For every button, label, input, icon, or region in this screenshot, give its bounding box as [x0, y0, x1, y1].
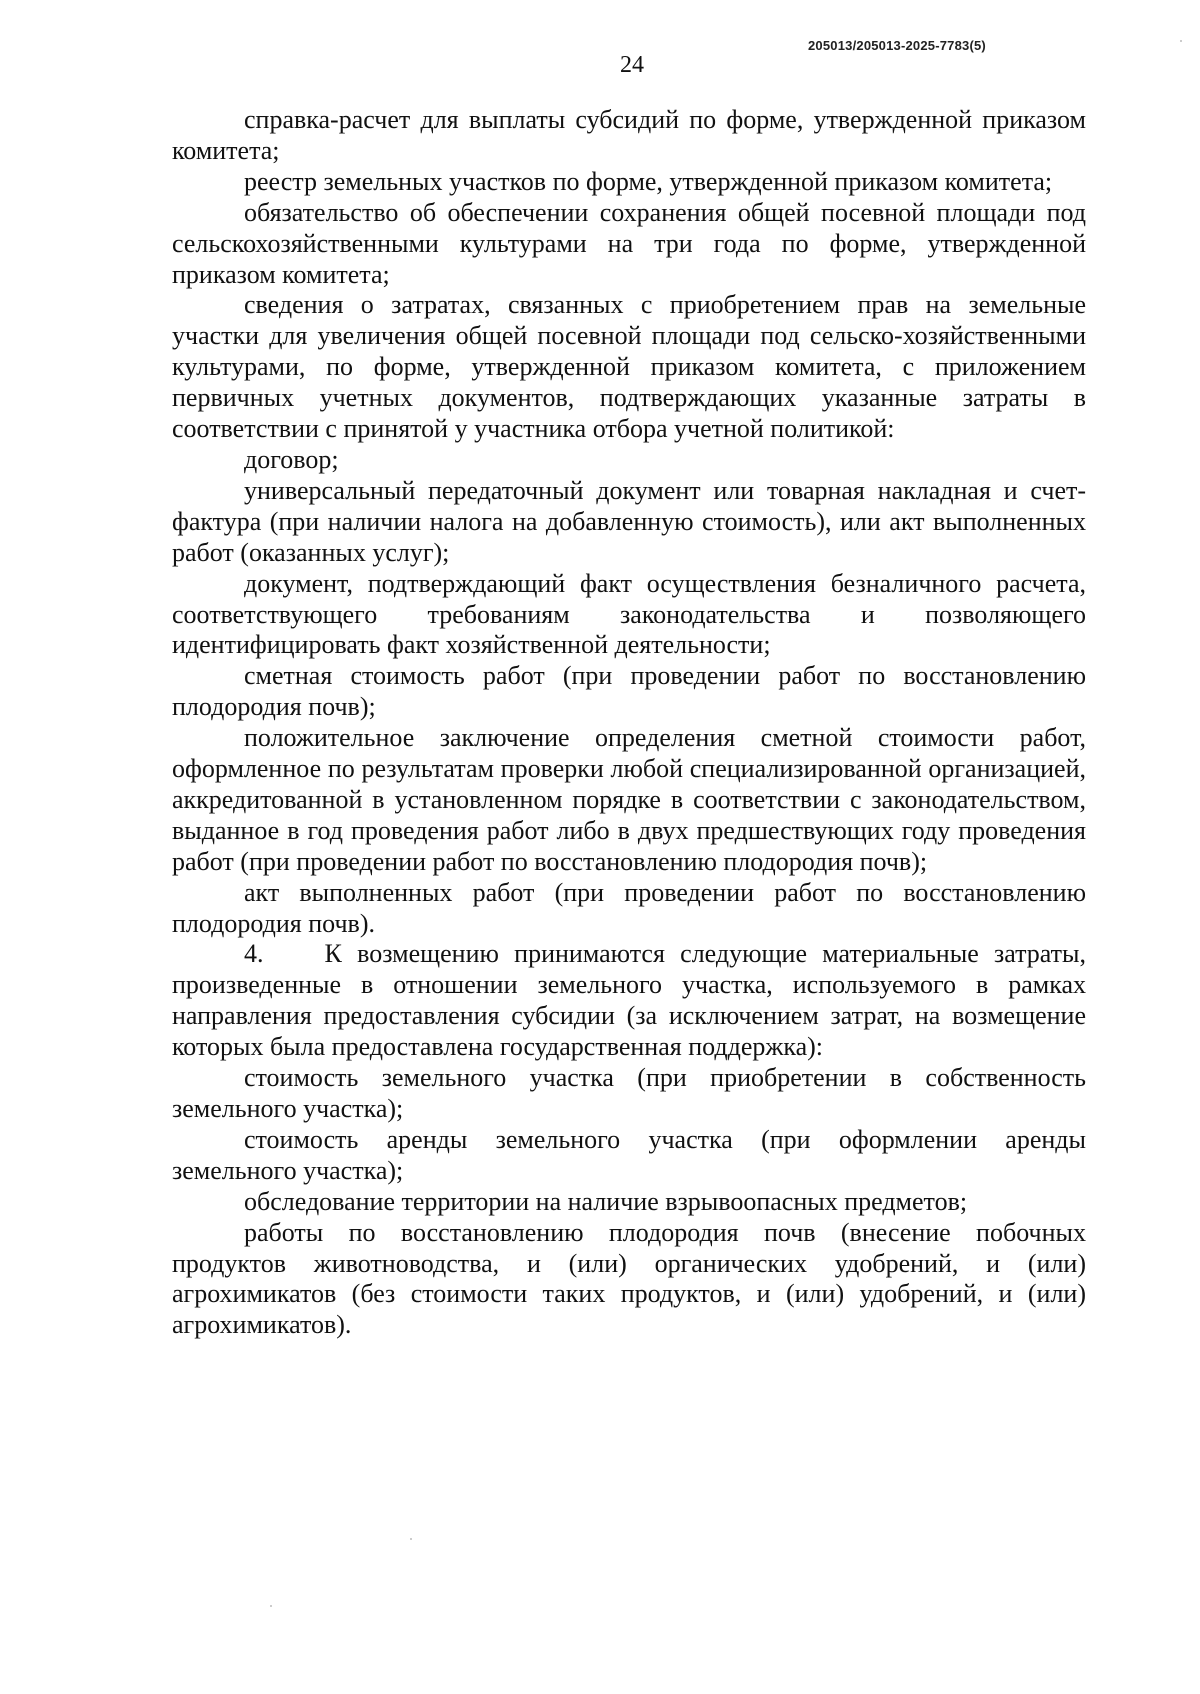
paragraph: стоимость аренды земельного участка (при оформлении аренды земельного участка); [172, 1124, 1086, 1185]
paragraph: договор; [244, 444, 339, 474]
paragraph: акт выполненных работ (при проведении работ по восстановлению плодородия почв). [172, 877, 1086, 938]
paragraph: справка-расчет для выплаты субсидий по форме, утвержденной приказом комитета; [172, 105, 1086, 165]
scan-speck [1180, 40, 1182, 42]
scan-speck [270, 1605, 272, 1607]
paragraph: обследование территории на наличие взрывоопасных предметов; [244, 1186, 968, 1216]
page-number: 24 [620, 52, 644, 78]
document-id: 205013/205013-2025-7783(5) [808, 38, 986, 53]
paragraph: реестр земельных участков по форме, утвержденной приказом комитета; [244, 166, 1053, 196]
paragraph: универсальный передаточный документ или товарная накладная и счет-фактура (при наличии налога на добавленную стоимость), или акт выполненных работ (оказанных услуг); [172, 475, 1086, 567]
paragraph: обязательство об обеспечении сохранения общей посевной площади под сельскохозяйственными культурами на три года по форме, утвержденной приказом комитета; [172, 197, 1086, 289]
paragraph: документ, подтверждающий факт осуществления безналичного расчета, соответствующего требованиям законодательства и позволяющего идентифицировать факт хозяйственной деятельности; [172, 568, 1086, 660]
document-body [172, 105, 1086, 1341]
paragraph: положительное заключение определения сметной стоимости работ, оформленное по результатам проверки любой специализированной организацией, аккредитованной в установленном порядке в соответствии с законодательством, выданное в год проведения работ либо в двух предшествующих году проведения работ (при проведении работ по восстановлению плодородия почв); [172, 723, 1086, 876]
numbered-paragraph: 4. К возмещению принимаются следующие материальные затраты, произведенные в отношении земельного участка, используемого в рамках направления предоставления субсидии (за исключением затрат, на возмещение которых была предоставлена государственная поддержка): [172, 939, 1086, 1062]
paragraph: сметная стоимость работ (при проведении работ по восстановлению плодородия почв); [172, 661, 1086, 722]
scan-speck [410, 1538, 412, 1540]
paragraph: стоимость земельного участка (при приобретении в собственность земельного участка); [172, 1063, 1086, 1123]
paragraph: сведения о затратах, связанных с приобретением прав на земельные участки для увеличения общей посевной площади под сельско-хозяйственными культурами, по форме, утвержденной приказом комитета, с приложением первичных учетных документов, подтверждающих указанные затраты в соответствии с принятой у участника отбора учетной политикой: [172, 290, 1086, 444]
paragraph: работы по восстановлению плодородия почв (внесение побочных продуктов животноводства, и (или) органических удобрений, и (или) агрохимикатов (без стоимости таких продуктов, и (или) удобрений, и (или) агрохимикатов). [172, 1217, 1086, 1340]
